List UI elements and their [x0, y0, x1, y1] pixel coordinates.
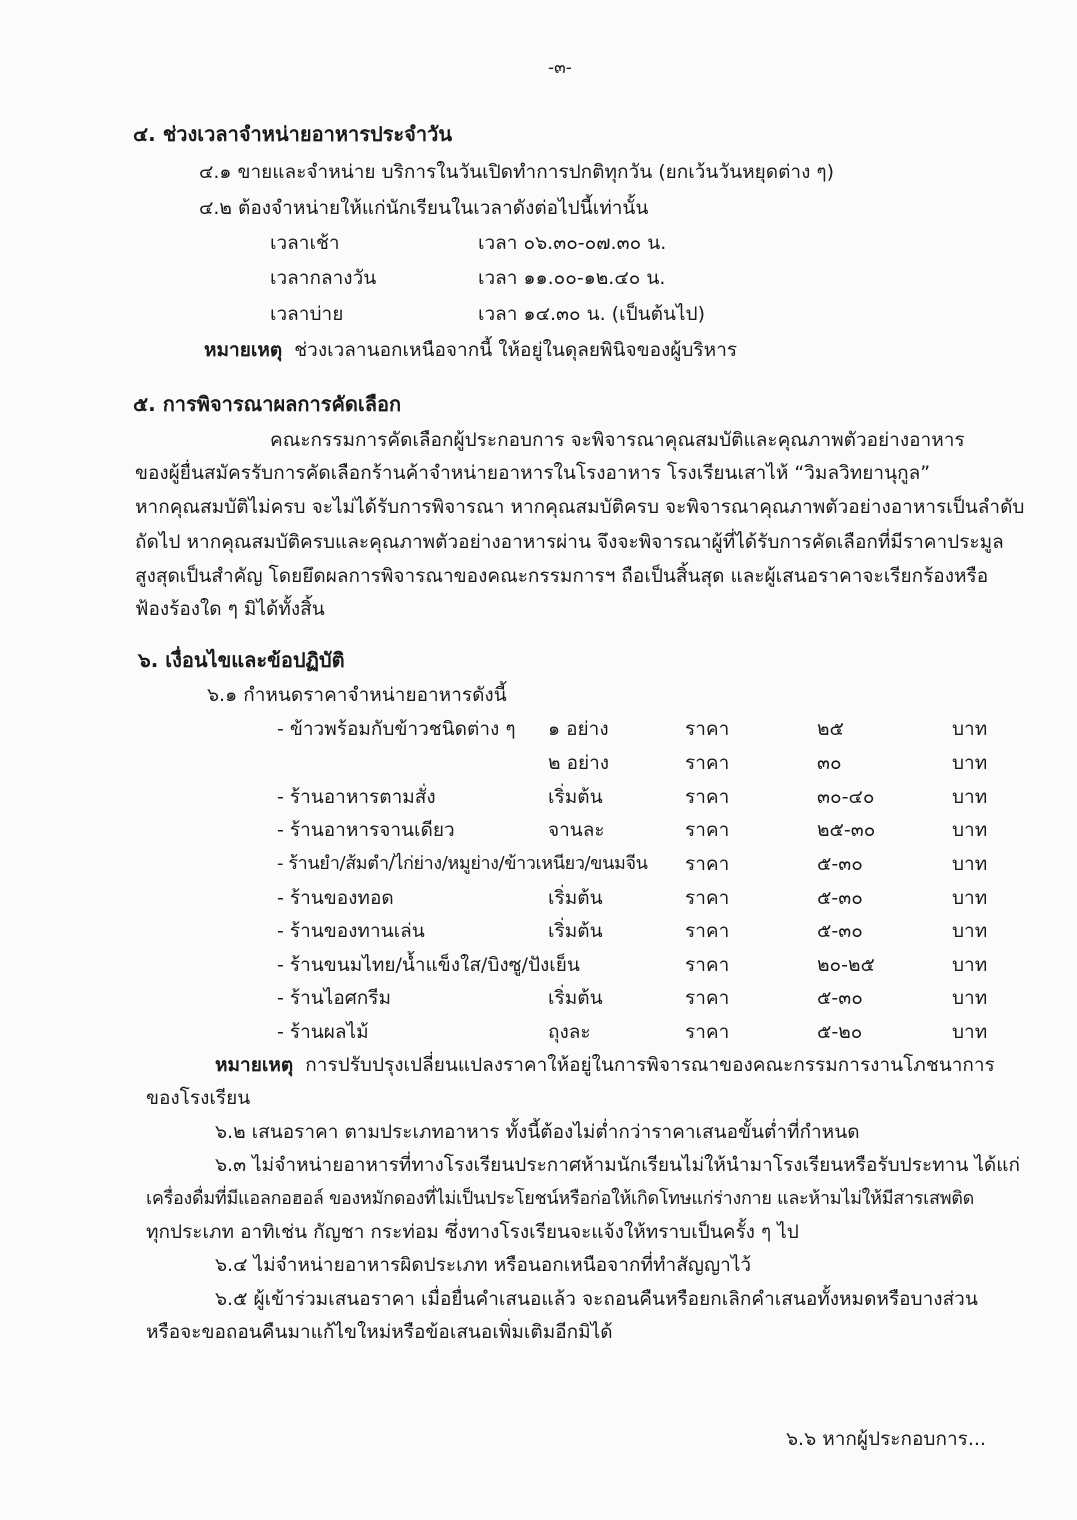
section-6-item-3-line-2: เครื่องดื่มที่มีแอลกอฮอล์ ของหมักดองที่ไม่เป็นประโยชน์หรือก่อให้เกิดโทษแก่ร่างกาย และห้ามไม่ให้มีสารเสพติด: [146, 1188, 975, 1209]
price-unit: บาท: [952, 987, 988, 1009]
section-5-heading: ๕. การพิจารณาผลการคัดเลือก: [133, 392, 402, 416]
item-name: - ร้านของทานเล่น: [277, 920, 425, 942]
price-label: ราคา: [685, 752, 730, 774]
price-label: ราคา: [685, 887, 730, 909]
price-value: ๕-๒๐: [817, 1021, 863, 1043]
time-label-morning: เวลาเช้า: [270, 232, 340, 254]
item-qty: เริ่มต้น: [548, 987, 603, 1009]
price-label: ราคา: [685, 718, 730, 740]
price-label: ราคา: [685, 1021, 730, 1043]
section-6-item-2: ๖.๒ เสนอราคา ตามประเภทอาหาร ทั้งนี้ต้องไม่ต่ำกว่าราคาเสนอขั้นต่ำที่กำหนด: [215, 1121, 860, 1143]
price-value: ๕-๓๐: [817, 887, 863, 909]
item-name: - ร้านอาหารจานเดียว: [277, 819, 455, 841]
time-label-noon: เวลากลางวัน: [270, 267, 377, 289]
page-continuation: ๖.๖ หากผู้ประกอบการ...: [786, 1428, 986, 1450]
item-qty: เริ่มต้น: [548, 786, 603, 808]
time-value-noon: เวลา ๑๑.๐๐-๑๒.๔๐ น.: [478, 267, 666, 289]
price-value: ๓๐-๔๐: [817, 786, 875, 808]
price-value: ๓๐: [817, 752, 842, 774]
item-name: - ร้านอาหารตามสั่ง: [277, 786, 436, 808]
note-label: หมายเหตุ: [204, 339, 283, 361]
price-value: ๒๕-๓๐: [817, 819, 876, 841]
section-6-item-5-line-1: ๖.๕ ผู้เข้าร่วมเสนอราคา เมื่อยื่นคำเสนอแล้ว จะถอนคืนหรือยกเลิกคำเสนอทั้งหมดหรือบางส่วน: [215, 1288, 978, 1310]
price-label: ราคา: [685, 853, 730, 875]
item-name: - ร้านผลไม้: [277, 1021, 369, 1043]
section-6-item-4: ๖.๔ ไม่จำหน่ายอาหารผิดประเภท หรือนอกเหนือจากที่ทำสัญญาไว้: [215, 1254, 752, 1276]
section-6-heading: ๖. เงื่อนไขและข้อปฏิบัติ: [138, 648, 345, 672]
price-label: ราคา: [685, 819, 730, 841]
section-5-line-4: ถัดไป หากคุณสมบัติครบและคุณภาพตัวอย่างอาหารผ่าน จึงจะพิจารณาผู้ที่ได้รับการคัดเลือกที่มีราคาประมูล: [135, 531, 1004, 553]
price-unit: บาท: [952, 920, 988, 942]
price-label: ราคา: [685, 786, 730, 808]
price-unit: บาท: [952, 718, 988, 740]
price-unit: บาท: [952, 819, 988, 841]
item-qty: เริ่มต้น: [548, 887, 603, 909]
section-6-note-line-2: ของโรงเรียน: [146, 1087, 251, 1109]
item-qty: ๒ อย่าง: [548, 752, 610, 774]
item-name: - ร้านของทอด: [277, 887, 394, 909]
item-name: - ร้านไอศกรีม: [277, 987, 392, 1009]
section-6-note: [215, 1053, 995, 1077]
page-number: -๓-: [548, 58, 572, 78]
item-qty: จานละ: [548, 819, 605, 841]
section-4-note: [204, 338, 737, 362]
section-6-item-5-line-2: หรือจะขอถอนคืนมาแก้ไขใหม่หรือข้อเสนอเพิ่มเติมอีกมิได้: [146, 1321, 613, 1343]
section-6-item-3-line-3: ทุกประเภท อาทิเช่น กัญชา กระท่อม ซึ่งทางโรงเรียนจะแจ้งให้ทราบเป็นครั้ง ๆ ไป: [146, 1221, 799, 1243]
section-5-line-3: หากคุณสมบัติไม่ครบ จะไม่ได้รับการพิจารณา หากคุณสมบัติครบ จะพิจารณาคุณภาพตัวอย่างอาหารเป็นลำดับ: [135, 496, 1025, 518]
time-value-morning: เวลา ๐๖.๓๐-๐๗.๓๐ น.: [478, 232, 667, 254]
time-value-afternoon: เวลา ๑๔.๓๐ น. (เป็นต้นไป): [478, 303, 705, 325]
note-label: หมายเหตุ: [215, 1054, 294, 1076]
section-4-heading: ๔. ช่วงเวลาจำหน่ายอาหารประจำวัน: [133, 122, 453, 146]
section-5-line-5: สูงสุดเป็นสำคัญ โดยยึดผลการพิจารณาของคณะกรรมการฯ ถือเป็นสิ้นสุด และผู้เสนอราคาจะเรียกร้องหรือ: [135, 565, 989, 587]
section-5-line-1: คณะกรรมการคัดเลือกผู้ประกอบการ จะพิจารณาคุณสมบัติและคุณภาพตัวอย่างอาหาร: [270, 429, 965, 451]
section-6-item-3-line-1: ๖.๓ ไม่จำหน่ายอาหารที่ทางโรงเรียนประกาศห้ามนักเรียนไม่ให้นำมาโรงเรียนหรือรับประทาน ได้แก่: [215, 1154, 1021, 1176]
item-qty: ๑ อย่าง: [548, 718, 609, 740]
price-unit: บาท: [952, 954, 988, 976]
note-text: การปรับปรุงเปลี่ยนแปลงราคาให้อยู่ในการพิจารณาของคณะกรรมการงานโภชนาการ: [305, 1054, 995, 1076]
price-value: ๕-๓๐: [817, 987, 863, 1009]
section-4-item-2: ๔.๒ ต้องจำหน่ายให้แก่นักเรียนในเวลาดังต่อไปนี้เท่านั้น: [199, 197, 649, 219]
price-unit: บาท: [952, 1021, 988, 1043]
item-qty: ถุงละ: [548, 1021, 591, 1043]
price-value: ๒๐-๒๕: [817, 954, 875, 976]
price-label: ราคา: [685, 920, 730, 942]
section-4-item-1: ๔.๑ ขายและจำหน่าย บริการในวันเปิดทำการปกติทุกวัน (ยกเว้นวันหยุดต่าง ๆ): [199, 161, 835, 183]
item-name: - ร้านขนมไทย/น้ำแข็งใส/บิงซู/ปังเย็น: [277, 954, 580, 976]
price-unit: บาท: [952, 853, 988, 875]
price-label: ราคา: [685, 954, 730, 976]
time-label-afternoon: เวลาบ่าย: [270, 303, 344, 325]
price-unit: บาท: [952, 752, 988, 774]
price-unit: บาท: [952, 887, 988, 909]
section-5-line-6: ฟ้องร้องใด ๆ มิได้ทั้งสิ้น: [135, 598, 325, 620]
note-text: ช่วงเวลานอกเหนือจากนี้ ให้อยู่ในดุลยพินิจของผู้บริหาร: [294, 339, 738, 361]
price-unit: บาท: [952, 786, 988, 808]
price-value: ๕-๓๐: [817, 920, 863, 942]
section-6-item-1: ๖.๑ กำหนดราคาจำหน่ายอาหารดังนี้: [207, 684, 507, 706]
price-label: ราคา: [685, 987, 730, 1009]
price-value: ๕-๓๐: [817, 853, 863, 875]
item-name: - ร้านยำ/ส้มตำ/ไก่ย่าง/หมูย่าง/ข้าวเหนียว/ขนมจีน: [277, 853, 648, 874]
section-5-line-2: ของผู้ยื่นสมัครรับการคัดเลือกร้านค้าจำหน่ายอาหารในโรงอาหาร โรงเรียนเสาไห้ “วิมลวิทยานุกูล”: [135, 462, 931, 484]
item-qty: เริ่มต้น: [548, 920, 603, 942]
item-name: - ข้าวพร้อมกับข้าวชนิดต่าง ๆ: [277, 718, 516, 740]
price-value: ๒๕: [817, 718, 844, 740]
